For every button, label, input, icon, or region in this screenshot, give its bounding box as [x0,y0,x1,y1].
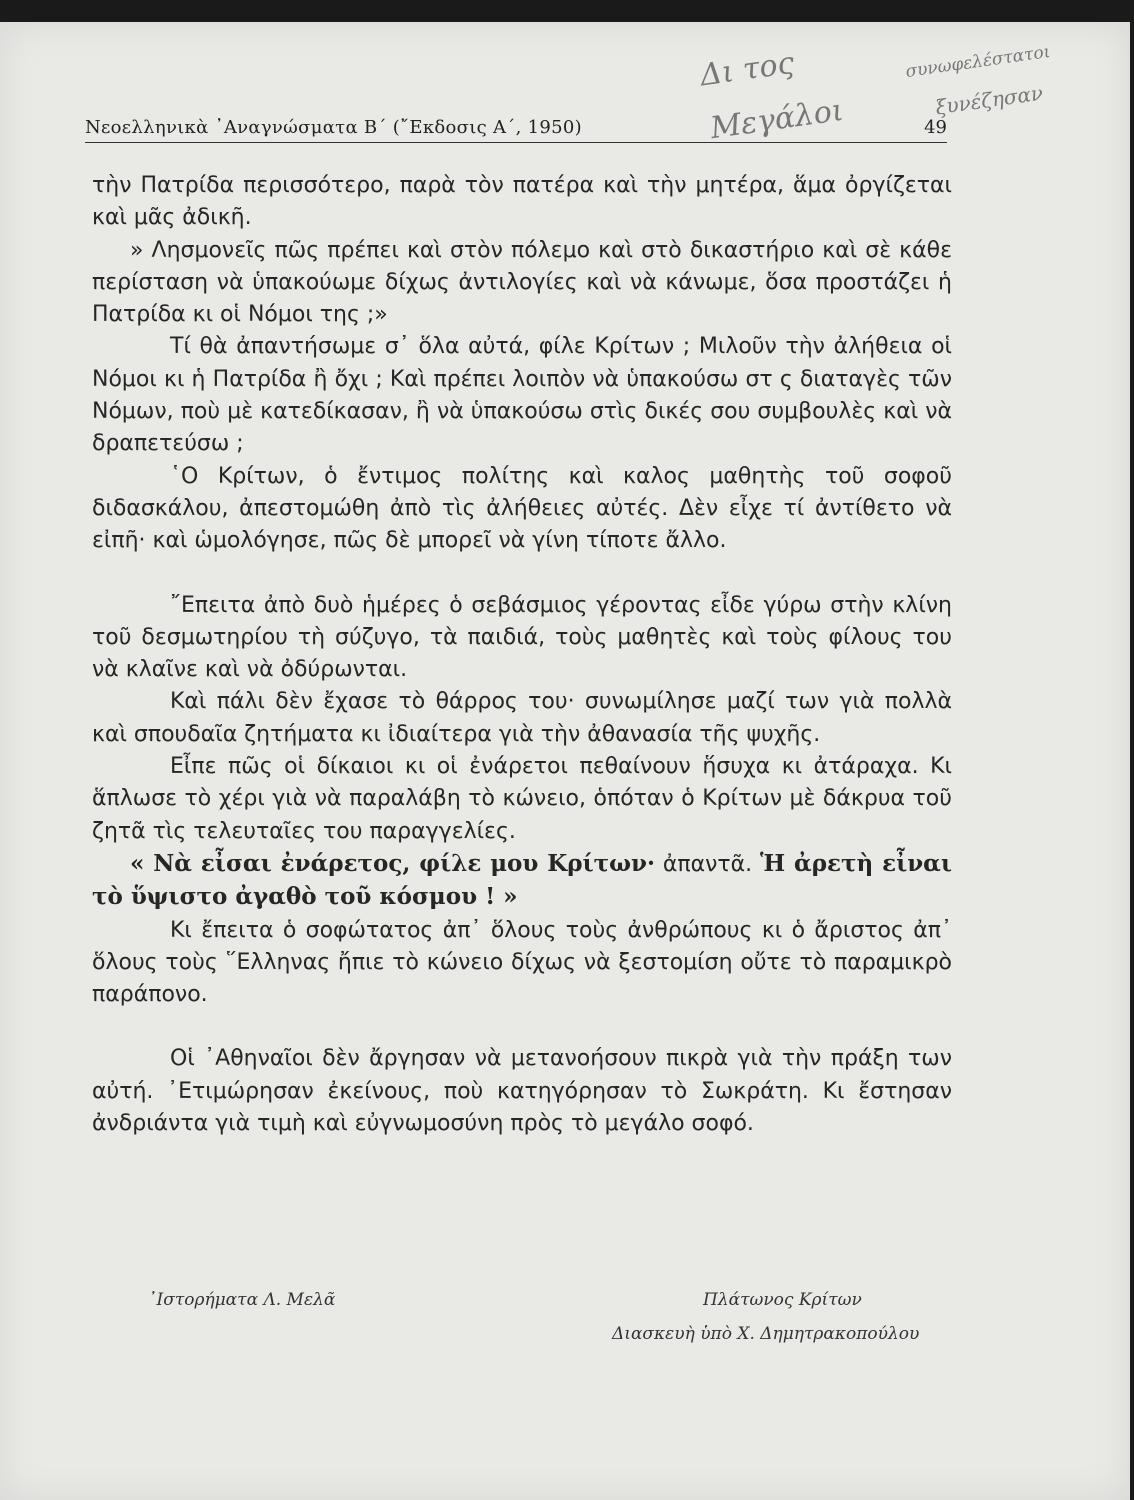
socrates-quote [92,848,952,915]
citation-adaptation: Διασκευὴ ὑπὸ Χ. Δημητρακοπούλου [612,1324,920,1344]
paragraph: » Λησμονεῖς πῶς πρέπει καὶ στὸν πόλεμο καὶ στὸ δικαστήριο καὶ σὲ κάθε περίσταση νὰ ὑπακούωμε δίχως ἀντιλογίες καὶ νὰ κάνωμε, ὅσα προστάζει ἡ Πατρίδα κι οἱ Νόμοι της ;» [92,237,952,328]
quote-open: « Νὰ εἶσαι ἐνάρετος, φίλε μου Κρίτων· [130,849,655,877]
handwritten-note-4: ξυνέζησαν [933,80,1045,120]
paragraph: ῎Επειτα ἀπὸ δυὸ ἡμέρες ὁ σεβάσμιος γέροντας εἶδε γύρω στὴν κλίνη τοῦ δεσμωτηρίου τὴ σύζυγο, τὰ παιδιά, τοὺς μαθητὲς καὶ τοὺς φίλους του νὰ κλαῖνε καὶ νὰ ὀδύρωνται. [92,592,952,683]
handwritten-note-3: συνωφελέστατοι [904,41,1052,83]
handwritten-note-2: Μεγάλοι [708,92,846,147]
quote-middle: ἀπαντᾶ. [654,851,760,877]
citation-source: Πλάτωνος Κρίτων [703,1290,862,1310]
quote-close: Ἡ ἀρετὴ εἶναι τὸ ὕψιστο ἀγαθὸ τοῦ κόσμου ! » [92,849,952,911]
page-number: 49 [924,117,947,138]
paragraph: ῾Ο Κρίτων, ὁ ἔντιμος πολίτης καὶ καλος μαθητὴς τοῦ σοφοῦ διδασκάλου, ἀπεστομώθη ἀπὸ τὶς ἀλήθειες αὐτές. Δὲν εἶχε τί ἀντίθετο νὰ εἰπῆ· καὶ ὡμολόγησε, πῶς δὲ μπορεῖ νὰ γίνη τίποτε ἄλλο. [92,463,952,554]
paragraph: τὴν Πατρίδα περισσότερο, παρὰ τὸν πατέρα καὶ τὴν μητέρα, ἅμα ὀργίζεται καὶ μᾶς ἀδικῆ. [92,173,952,231]
citation-left: ᾿Ιστορήματα Λ. Μελᾶ [148,1290,336,1310]
paragraph: Τί θὰ ἀπαντήσωμε σ᾽ ὅλα αὐτά, φίλε Κρίτων ; Μιλοῦν τὴν ἀλήθεια οἱ Νόμοι κι ἡ Πατρίδα ἢ ὄχι ; Καὶ πρέπει λοιπὸν νὰ ὑπακούσω στ ς διαταγὲς τῶν Νόμων, ποὺ μὲ κατεδίκασαν, ἢ νὰ ὑπακούσω στὶς δικές σου συμβουλὲς καὶ νὰ δραπετεύσω ; [92,334,952,457]
body-text [92,170,952,1140]
paragraph: Οἱ ᾿Αθηναῖοι δὲν ἄργησαν νὰ μετανοήσουν πικρὰ γιὰ τὴν πράξη των αὐτή. ᾿Ετιμώρησαν ἐκείνους, ποὺ κατηγόρησαν τὸ Σωκράτη. Κι ἔστησαν ἀνδριάντα γιὰ τιμὴ καὶ εὐγνωμοσύνη πρὸς τὸ μεγάλο σοφό. [92,1046,952,1137]
book-page [0,22,1130,1500]
header-title: Νεοελληνικὰ ᾿Αναγνώσματα Β΄ (῎Εκδοσις Α΄, 1950) [85,117,582,138]
paragraph: Καὶ πάλι δὲν ἔχασε τὸ θάρρος του· συνωμίλησε μαζί των γιὰ πολλὰ καὶ σπουδαῖα ζητήματα κι ἰδιαίτερα γιὰ τὴν ἀθανασία τῆς ψυχῆς. [92,689,952,747]
paragraph: Κι ἔπειτα ὁ σοφώτατος ἀπ᾽ ὅλους τοὺς ἀνθρώπους κι ὁ ἄριστος ἀπ᾽ ὅλους τοὺς ῞Ελληνας ἤπιε τὸ κώνειο δίχως νὰ ξεστομίση οὔτε τὸ παραμικρὸ παράπονο. [92,917,952,1008]
paragraph: Εἶπε πῶς οἱ δίκαιοι κι οἱ ἐνάρετοι πεθαίνουν ἥσυχα κι ἀτάραχα. Κι ἅπλωσε τὸ χέρι γιὰ νὰ παραλάβη τὸ κώνειο, ὁπόταν ὁ Κρίτων μὲ δάκρυα τοῦ ζητᾶ τὶς τελευταῖες του παραγγελίες. [92,754,952,844]
handwritten-note-1: Δι τος [698,45,797,94]
